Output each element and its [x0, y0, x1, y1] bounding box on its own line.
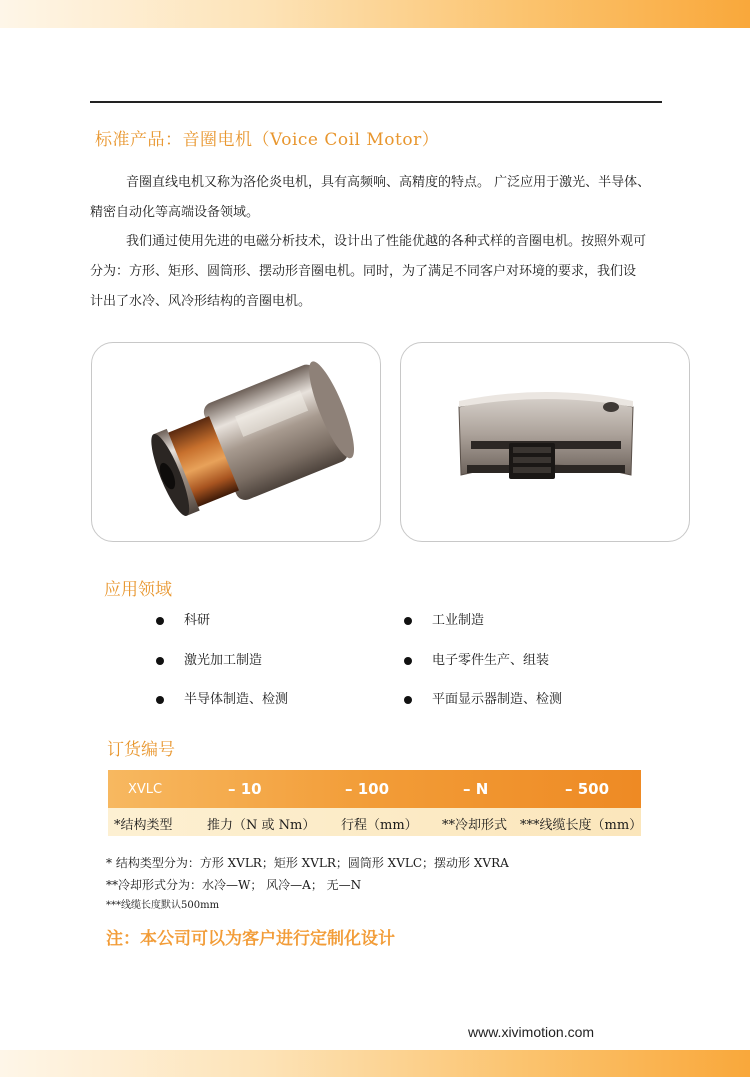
order-code-force: – 10: [228, 780, 262, 798]
bullet-icon: [156, 617, 164, 625]
intro-line: 分为：方形、矩形、圆筒形、摆动形音圈电机。同时，为了满足不同客户对环境的要求，我们设: [90, 264, 637, 279]
order-note-cable: ***线缆长度默认500mm: [106, 900, 220, 911]
intro-line: 音圈直线电机又称为洛伦炎电机，具有高频响、高精度的特点。 广泛应用于激光、半导体、: [126, 175, 651, 190]
order-code-cable: – 500: [565, 780, 610, 798]
top-decor-band: [0, 0, 750, 28]
product-photo-swing: [400, 342, 690, 542]
order-label-bar: [108, 808, 641, 836]
order-label-cooling: **冷却形式: [442, 818, 508, 833]
intro-line: 精密自动化等高端设备领域。: [90, 205, 260, 220]
customization-note: 注：本公司可以为客户进行定制化设计: [106, 929, 395, 949]
page-title: 标准产品：音圈电机（Voice Coil Motor）: [95, 130, 440, 150]
order-label-type: *结构类型: [114, 818, 173, 833]
ordering-heading: 订货编号: [107, 740, 175, 760]
intro-paragraph-2: [90, 227, 670, 317]
applications-heading: 应用领域: [104, 580, 172, 600]
website-link[interactable]: www.xivimotion.com: [468, 1024, 595, 1040]
product-photo-cylindrical: [91, 342, 381, 542]
bullet-icon: [404, 617, 412, 625]
order-label-force: 推力（N 或 Nm）: [207, 818, 316, 833]
bullet-icon: [404, 657, 412, 665]
swing-motor-image: [401, 343, 690, 542]
order-code-series: XVLC: [128, 782, 163, 797]
order-note-structure: * 结构类型分为：方形 XVLR；矩形 XVLR；圆筒形 XVLC；摆动形 XVRA: [106, 856, 509, 870]
intro-line: 计出了水冷、风冷形结构的音圈电机。: [90, 294, 312, 309]
bullet-icon: [404, 696, 412, 704]
header-rule: [90, 101, 662, 103]
order-code-stroke: – 100: [345, 780, 390, 798]
intro-paragraph-1: [90, 168, 670, 228]
bullet-icon: [156, 696, 164, 704]
order-code-cooling: – N: [463, 780, 489, 798]
intro-line: 我们通过使用先进的电磁分析技术，设计出了性能优越的各种式样的音圈电机。按照外观可: [126, 234, 647, 249]
order-note-cooling: **冷却形式分为：水冷—W； 风冷—A； 无—N: [106, 878, 362, 892]
bottom-decor-band: [0, 1050, 750, 1077]
order-code-bar: [108, 770, 641, 808]
order-label-stroke: 行程（mm）: [341, 818, 418, 833]
cylindrical-motor-image: [92, 343, 381, 542]
order-label-cable: ***线缆长度（mm）: [520, 818, 643, 833]
bullet-icon: [156, 657, 164, 665]
